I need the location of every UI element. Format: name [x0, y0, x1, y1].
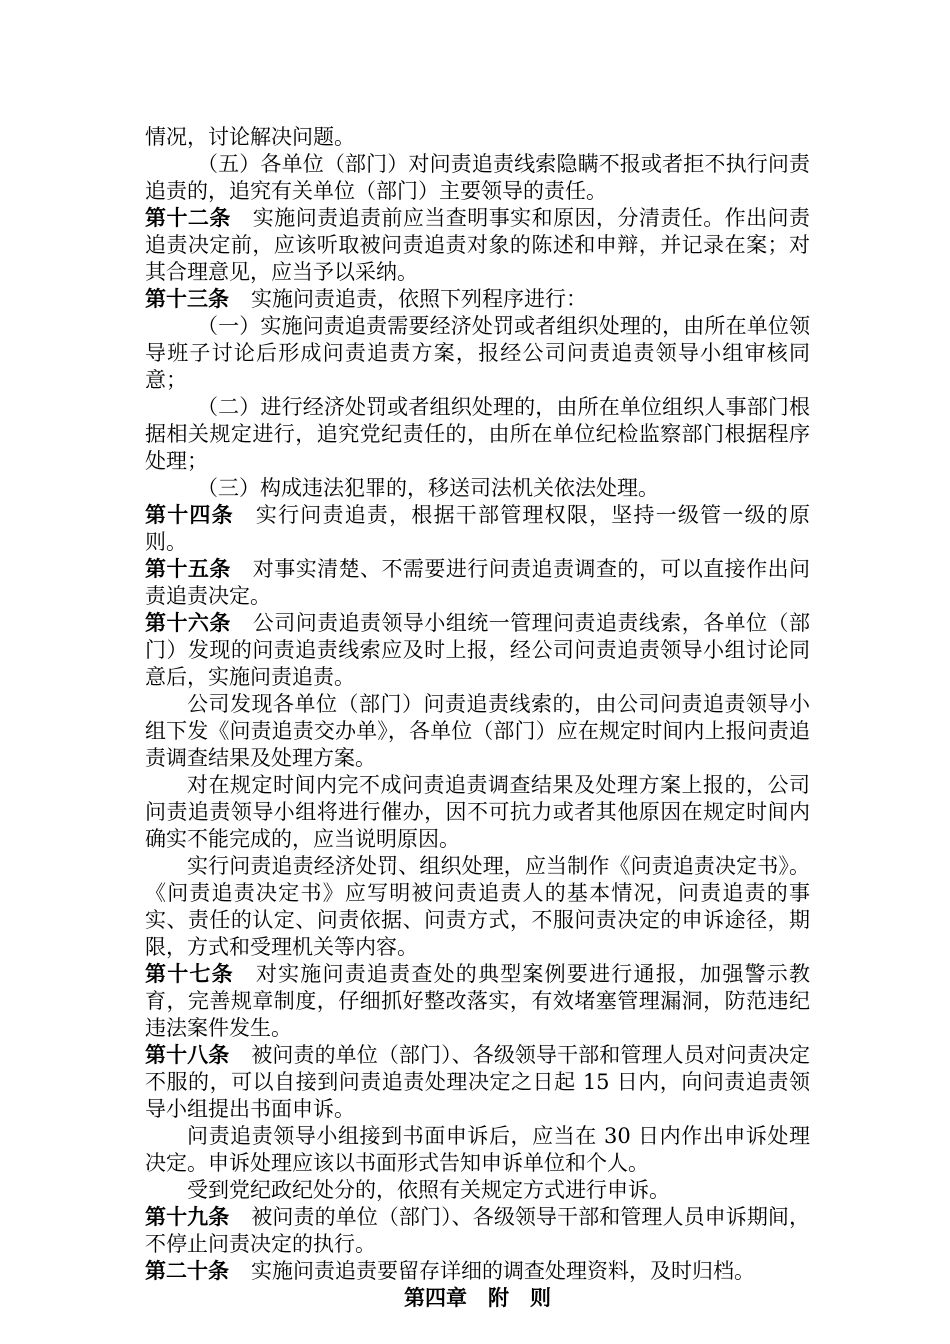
- paragraph-text: 被问责的单位（部门）、各级领导干部和管理人员对问责决定不服的，可以自接到问责追责处理决定之日起 15 日内，向问责追责领导小组提出书面申诉。: [145, 1043, 811, 1121]
- paragraph-text: 实行问责追责经济处罚、组织处理，应当制作《问责追责决定书》。《问责追责决定书》应写明被问责追责人的基本情况，问责追责的事实、责任的认定、问责依据、问责方式，不服问责决定的申诉途径，期限，方式和受理机关等内容。: [145, 854, 810, 959]
- document-page: [145, 124, 810, 1312]
- body-paragraph: [145, 772, 810, 853]
- article-number: 第十二条: [145, 206, 231, 230]
- document-body: [145, 124, 810, 1285]
- body-paragraph: [145, 1177, 810, 1204]
- paragraph-text: 公司问责追责领导小组统一管理问责追责线索，各单位（部门）发现的问责追责线索应及时上报，经公司问责追责领导小组讨论同意后，实施问责追责。: [145, 611, 811, 689]
- article-number: 第十五条: [145, 557, 231, 581]
- article-number: 第十四条: [145, 503, 234, 527]
- chapter-heading: 第四章 附 则: [404, 1286, 551, 1310]
- paragraph-text: 实施问责追责前应当查明事实和原因，分清责任。作出问责追责决定前，应该听取被问责追责对象的陈述和申辩，并记录在案；对其合理意见，应当予以采纳。: [145, 206, 811, 284]
- body-paragraph: [145, 853, 810, 961]
- paragraph-text: （五）各单位（部门）对问责追责线索隐瞒不报或者拒不执行问责追责的，追究有关单位（部门）主要领导的责任。: [145, 152, 810, 203]
- paragraph-text: （二）进行经济处罚或者组织处理的，由所在单位组织人事部门根据相关规定进行，追究党纪责任的，由所在单位纪检监察部门根据程序处理；: [145, 395, 810, 473]
- article-paragraph: [145, 556, 810, 610]
- sub-item-paragraph: [145, 475, 810, 502]
- paragraph-text: 实施问责追责要留存详细的调查处理资料，及时归档。: [251, 1259, 755, 1283]
- paragraph-text: （一）实施问责追责需要经济处罚或者组织处理的，由所在单位领导班子讨论后形成问责追责方案，报经公司问责追责领导小组审核同意；: [145, 314, 810, 392]
- paragraph-text: 对在规定时间内完不成问责追责调查结果及处理方案上报的，公司问责追责领导小组将进行催办，因不可抗力或者其他原因在规定时间内确实不能完成的，应当说明原因。: [145, 773, 810, 851]
- article-number: 第十七条: [145, 962, 234, 986]
- article-number: 第十九条: [145, 1205, 230, 1229]
- article-number: 第十三条: [145, 287, 229, 311]
- paragraph-text: 受到党纪政纪处分的，依照有关规定方式进行申诉。: [187, 1178, 670, 1202]
- paragraph-text: 问责追责领导小组接到书面申诉后，应当在 30 日内作出申诉处理决定。申诉处理应该以书面形式告知申诉单位和个人。: [145, 1124, 810, 1175]
- sub-item-paragraph: [145, 394, 810, 475]
- paragraph-text: 公司发现各单位（部门）问责追责线索的，由公司问责追责领导小组下发《问责追责交办单》，各单位（部门）应在规定时间内上报问责追责调查结果及处理方案。: [145, 692, 810, 770]
- paragraph-text: 实施问责追责，依照下列程序进行：: [251, 287, 587, 311]
- paragraph-text: 情况，讨论解决问题。: [145, 125, 355, 149]
- article-paragraph: [145, 1042, 810, 1123]
- body-paragraph: [145, 124, 810, 151]
- article-paragraph: [145, 610, 810, 691]
- paragraph-text: （三）构成违法犯罪的，移送司法机关依法处理。: [197, 476, 659, 500]
- article-paragraph: [145, 1204, 810, 1258]
- paragraph-text: 实行问责追责，根据干部管理权限，坚持一级管一级的原则。: [145, 503, 810, 554]
- article-paragraph: [145, 286, 810, 313]
- paragraph-text: 对事实清楚、不需要进行问责追责调查的，可以直接作出问责追责决定。: [145, 557, 811, 608]
- article-paragraph: [145, 961, 810, 1042]
- paragraph-text: 对实施问责追责查处的典型案例要进行通报，加强警示教育，完善规章制度，仔细抓好整改落实，有效堵塞管理漏洞，防范违纪违法案件发生。: [145, 962, 810, 1040]
- article-number: 第二十条: [145, 1259, 229, 1283]
- sub-item-paragraph: [145, 313, 810, 394]
- article-paragraph: [145, 205, 810, 286]
- article-paragraph: [145, 1258, 810, 1285]
- article-paragraph: [145, 502, 810, 556]
- article-number: 第十八条: [145, 1043, 230, 1067]
- paragraph-text: 被问责的单位（部门）、各级领导干部和管理人员申诉期间，不停止问责决定的执行。: [145, 1205, 811, 1256]
- article-number: 第十六条: [145, 611, 231, 635]
- sub-item-paragraph: [145, 151, 810, 205]
- body-paragraph: [145, 1123, 810, 1177]
- body-paragraph: [145, 691, 810, 772]
